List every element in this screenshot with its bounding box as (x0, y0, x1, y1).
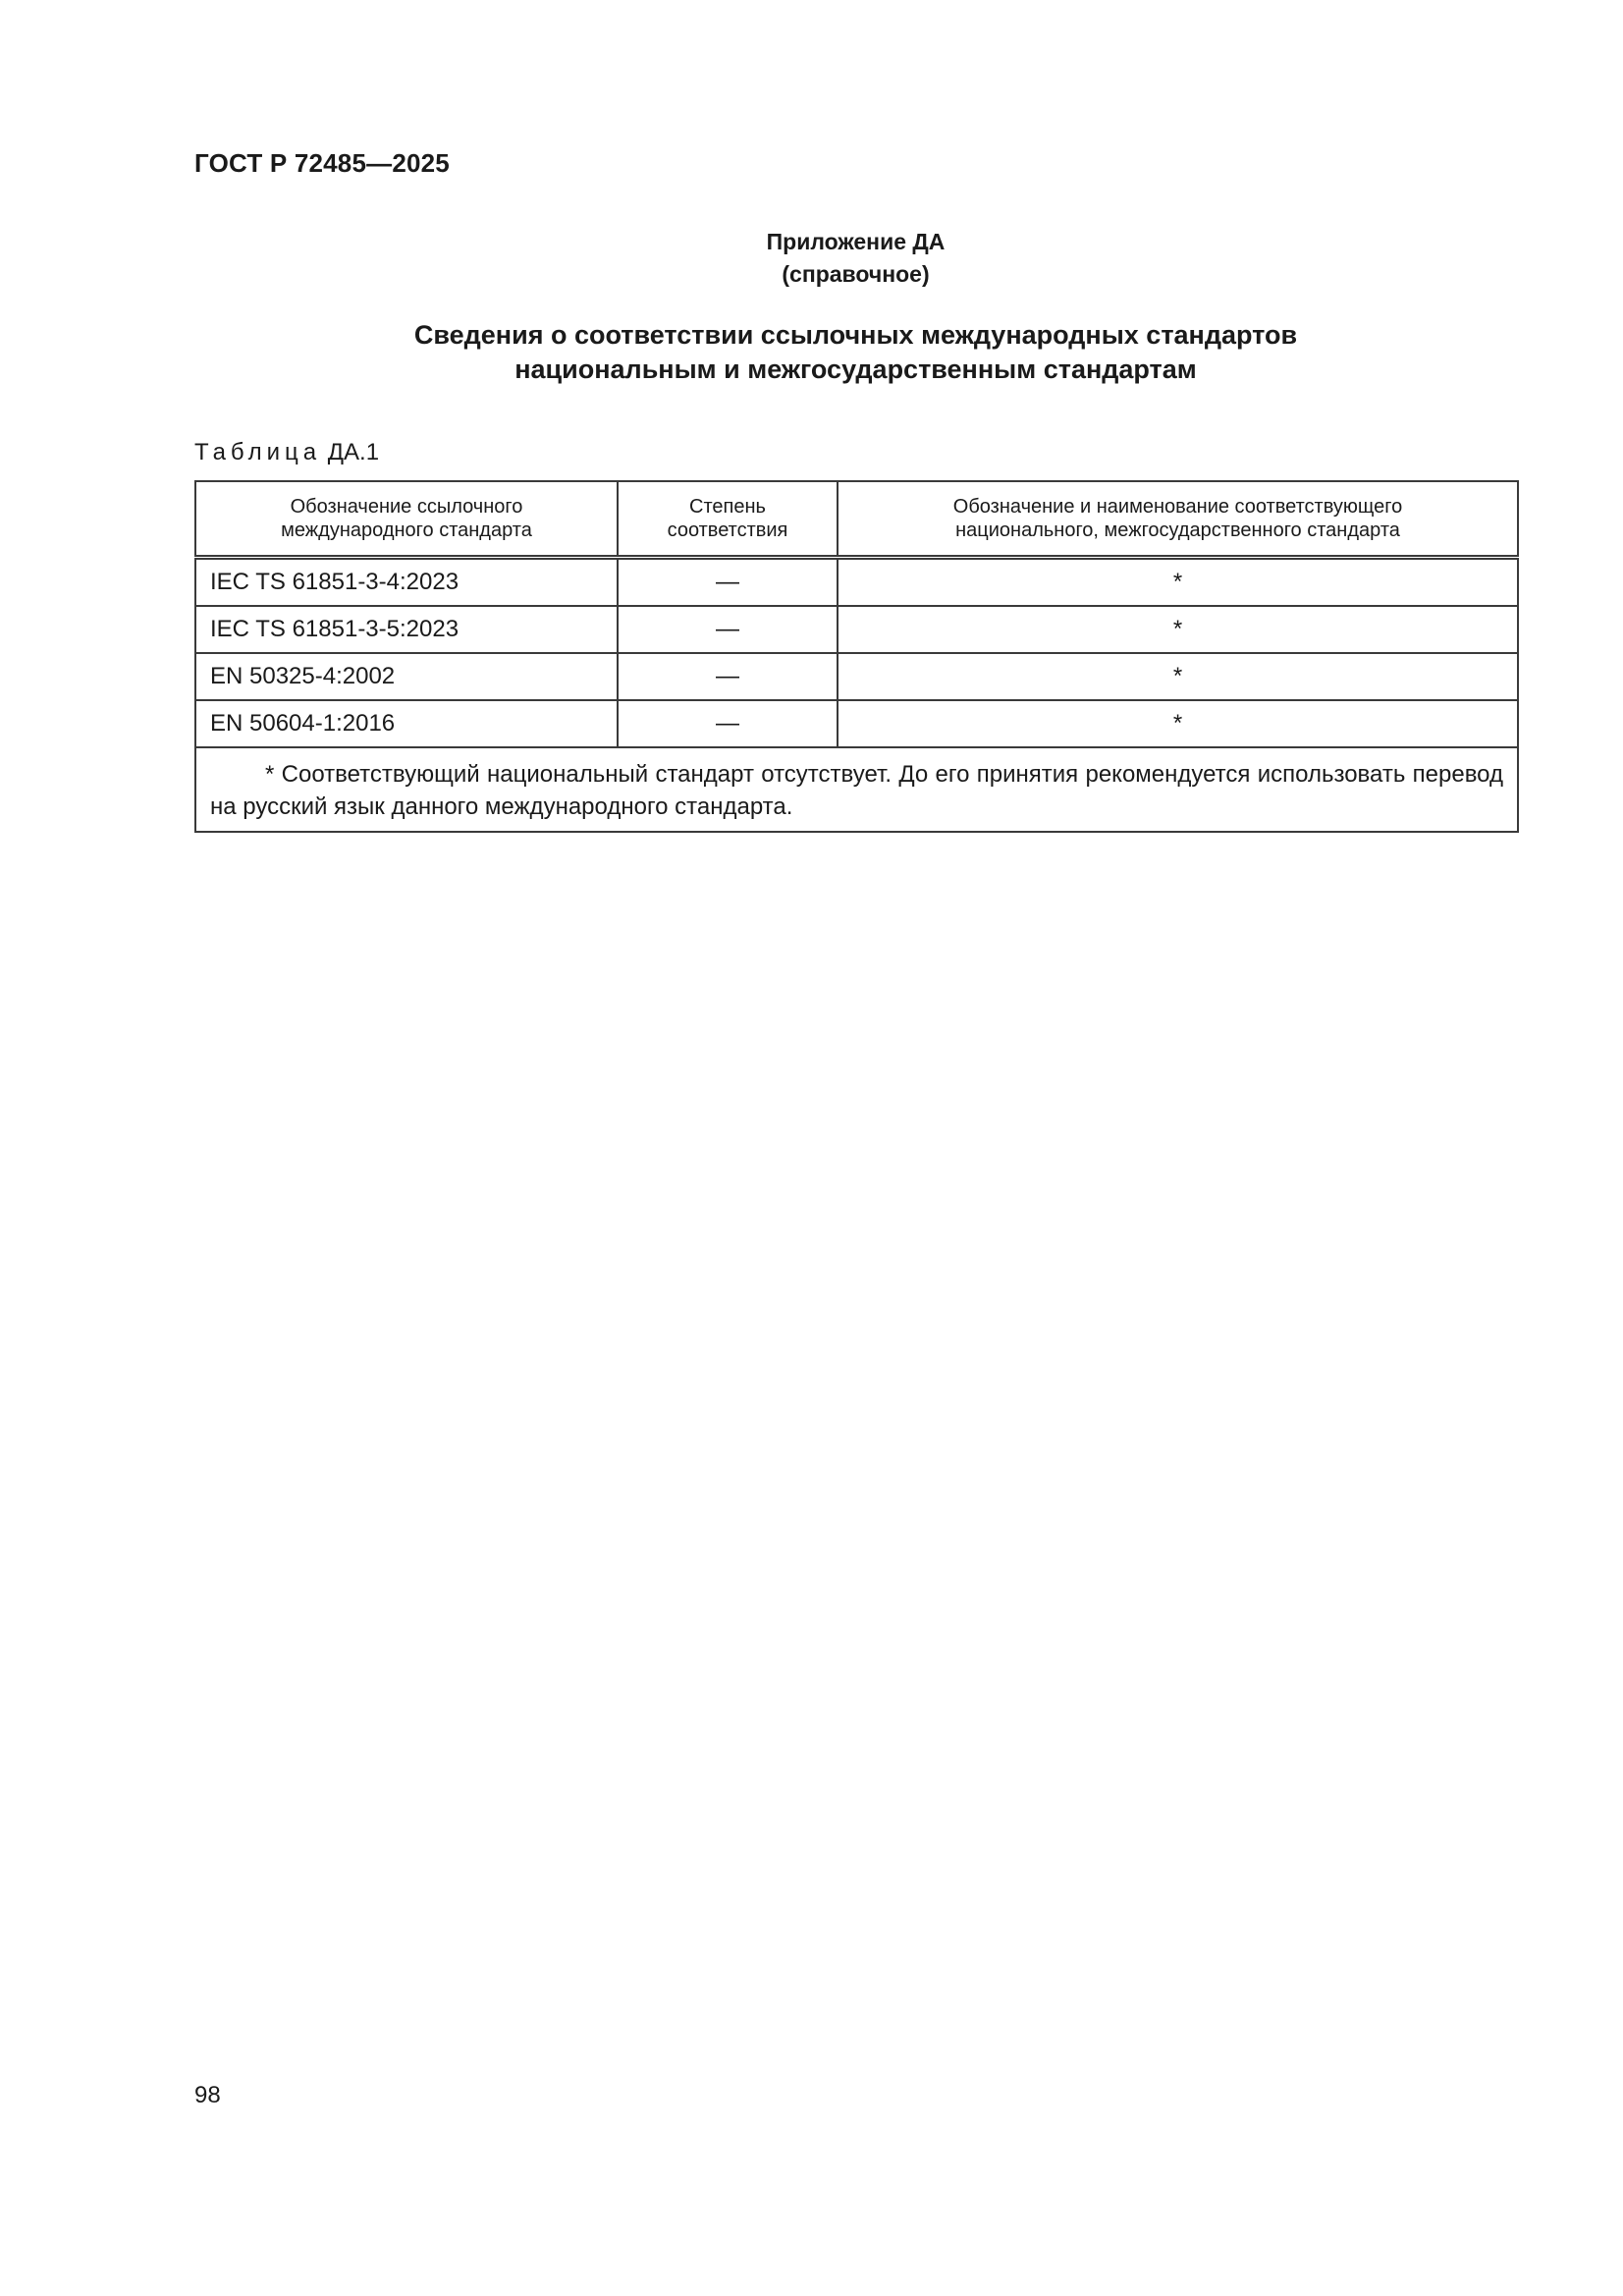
table-note-row (195, 747, 1518, 832)
header-degree (618, 481, 838, 558)
appendix-label: Приложение ДА (766, 229, 946, 254)
header-col3-line-2: национального, межгосударственного стандарта (955, 519, 1400, 541)
cell-national: * (838, 700, 1518, 747)
header-reference-designation (195, 481, 618, 558)
cell-national: * (838, 653, 1518, 700)
header-national-standard (838, 481, 1518, 558)
header-col1-line-2: международного стандарта (281, 519, 532, 541)
appendix-heading (194, 226, 1517, 291)
section-title (194, 318, 1517, 387)
table-header-row (195, 481, 1518, 558)
section-title-line-1: Сведения о соответствии ссылочных международных стандартов (413, 320, 1298, 350)
document-code: ГОСТ Р 72485—2025 (194, 148, 450, 178)
cell-designation: EN 50604-1:2016 (195, 700, 618, 747)
table-caption-number: ДА.1 (327, 439, 380, 465)
page-number: 98 (194, 2082, 221, 2108)
table-row (195, 606, 1518, 653)
cell-designation: IEC TS 61851-3-4:2023 (195, 558, 618, 607)
header-col2-line-2: соответствия (667, 519, 788, 541)
cell-degree: — (618, 606, 838, 653)
cell-national: * (838, 558, 1518, 607)
appendix-kind: (справочное) (782, 261, 930, 287)
header-col1-line-1: Обозначение ссылочного (290, 496, 523, 518)
cell-degree: — (618, 558, 838, 607)
cell-designation: IEC TS 61851-3-5:2023 (195, 606, 618, 653)
cell-degree: — (618, 653, 838, 700)
cell-national: * (838, 606, 1518, 653)
header-col3-line-1: Обозначение и наименование соответствующего (952, 496, 1403, 518)
table-caption (194, 438, 379, 467)
table-footnote: * Соответствующий национальный стандарт отсутствует. До его принятия рекомендуется использовать перевод на русский язык данного международного стандарта. (195, 747, 1518, 832)
table-row (195, 700, 1518, 747)
table-row (195, 558, 1518, 607)
table-row (195, 653, 1518, 700)
header-col2-line-1: Степень (689, 496, 766, 518)
table-caption-word: Таблица (194, 439, 322, 465)
cell-degree: — (618, 700, 838, 747)
section-title-line-2: национальным и межгосударственным стандартам (514, 355, 1197, 384)
standards-correspondence-table (194, 480, 1519, 833)
cell-designation: EN 50325-4:2002 (195, 653, 618, 700)
